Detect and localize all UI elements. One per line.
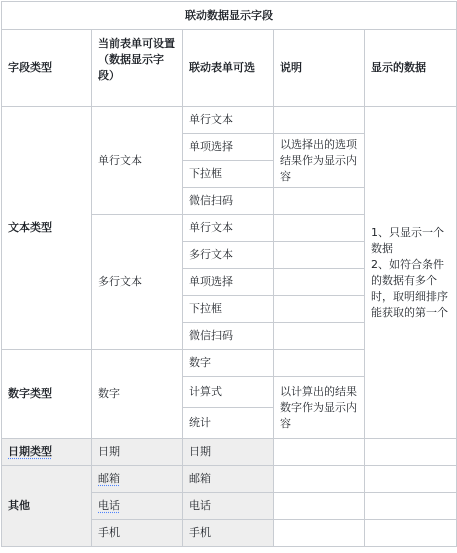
- note-empty: [274, 323, 365, 350]
- group-text-type: 文本类型: [2, 107, 92, 350]
- display-empty: [365, 493, 457, 520]
- display-empty: [365, 520, 457, 547]
- option-cell: 微信扫码: [183, 188, 274, 215]
- note-empty: [274, 242, 365, 269]
- current-multi-line: 多行文本: [92, 215, 183, 350]
- header-description: 说明: [274, 30, 365, 107]
- option-cell: 微信扫码: [183, 323, 274, 350]
- table-title: 联动数据显示字段: [2, 2, 457, 30]
- option-cell: 日期: [183, 439, 274, 466]
- option-cell: 数字: [183, 350, 274, 377]
- current-mobile: 手机: [92, 520, 183, 547]
- current-number: 数字: [92, 350, 183, 439]
- note-number-calc: 以计算出的结果数字作为显示内容: [274, 377, 365, 439]
- option-cell: 计算式: [183, 377, 274, 408]
- current-single-line: 单行文本: [92, 107, 183, 215]
- note-empty: [274, 107, 365, 134]
- display-empty: [365, 466, 457, 493]
- group-number-type: 数字类型: [2, 350, 92, 439]
- option-cell: 多行文本: [183, 242, 274, 269]
- note-empty: [274, 296, 365, 323]
- group-other: 其他: [2, 466, 92, 547]
- option-cell: 邮箱: [183, 466, 274, 493]
- note-empty: [274, 269, 365, 296]
- current-email-label: 邮箱: [98, 472, 120, 485]
- note-empty: [274, 188, 365, 215]
- current-phone-label: 电话: [98, 499, 120, 512]
- header-field-type: 字段类型: [2, 30, 92, 107]
- current-phone: [92, 493, 183, 520]
- option-cell: 下拉框: [183, 296, 274, 323]
- field-mapping-table: [1, 1, 457, 547]
- option-cell: 手机: [183, 520, 274, 547]
- option-cell: 单项选择: [183, 269, 274, 296]
- group-date-type: [2, 439, 92, 466]
- header-linked-form-options: 联动表单可选: [183, 30, 274, 107]
- group-date-label: 日期类型: [8, 445, 52, 458]
- note-display-rule: 1、只显示一个数据 2、如符合条件的数据有多个时，取明细排序能获取的第一个: [365, 107, 457, 439]
- display-empty: [365, 439, 457, 466]
- option-cell: 电话: [183, 493, 274, 520]
- current-email: [92, 466, 183, 493]
- note-empty: [274, 350, 365, 377]
- note-empty: [274, 493, 365, 520]
- option-cell: 统计: [183, 408, 274, 439]
- note-empty: [274, 439, 365, 466]
- option-cell: 单行文本: [183, 215, 274, 242]
- option-cell: 下拉框: [183, 161, 274, 188]
- header-displayed-data: 显示的数据: [365, 30, 457, 107]
- note-text-choice: 以选择出的选项结果作为显示内容: [274, 134, 365, 188]
- header-current-form-setting: 当前表单可设置 （数据显示字段）: [92, 30, 183, 107]
- note-empty: [274, 520, 365, 547]
- note-empty: [274, 215, 365, 242]
- option-cell: 单行文本: [183, 107, 274, 134]
- current-date: 日期: [92, 439, 183, 466]
- option-cell: 单项选择: [183, 134, 274, 161]
- note-empty: [274, 466, 365, 493]
